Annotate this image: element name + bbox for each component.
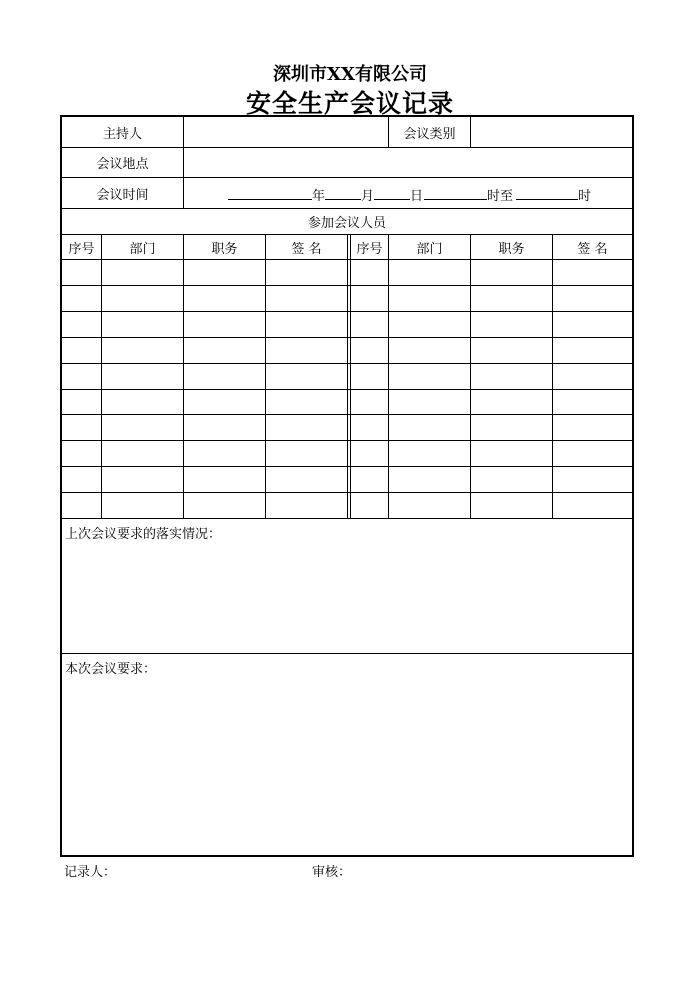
year-unit: 年 bbox=[312, 189, 326, 204]
time-label: 会议时间 bbox=[96, 187, 149, 203]
recorder-label: 记录人： bbox=[64, 865, 117, 880]
col-header-department: 部门 bbox=[416, 241, 443, 257]
col-divider bbox=[552, 234, 553, 518]
month-blank[interactable] bbox=[325, 185, 361, 200]
reviewer-label: 审核： bbox=[312, 865, 352, 880]
col-header-department: 部门 bbox=[129, 241, 156, 257]
location-field[interactable] bbox=[184, 148, 632, 177]
hour-unit: 时 bbox=[578, 189, 592, 204]
row-divider bbox=[62, 518, 632, 519]
col-header-serial: 序号 bbox=[68, 241, 95, 257]
host-label: 主持人 bbox=[102, 126, 142, 142]
day-unit: 日 bbox=[410, 189, 424, 204]
last-meeting-followup-label: 上次会议要求的落实情况： bbox=[65, 527, 222, 542]
col-divider bbox=[183, 234, 184, 518]
attendees-section-title: 参加会议人员 bbox=[307, 216, 386, 231]
meeting-record-form bbox=[60, 115, 634, 857]
col-header-position: 职务 bbox=[498, 241, 525, 257]
col-divider bbox=[388, 234, 389, 518]
col-divider bbox=[350, 234, 351, 518]
col-divider bbox=[470, 234, 471, 518]
document-title: 安全生产会议记录 bbox=[245, 89, 454, 118]
end-hour-blank[interactable] bbox=[516, 185, 578, 200]
start-hour-blank[interactable] bbox=[424, 185, 487, 200]
row-divider bbox=[62, 653, 632, 654]
col-header-signature: 签 名 bbox=[577, 241, 608, 257]
category-field[interactable] bbox=[471, 117, 632, 147]
col-divider bbox=[347, 234, 348, 518]
year-blank[interactable] bbox=[228, 185, 312, 200]
location-label: 会议地点 bbox=[96, 157, 149, 172]
this-meeting-requirements-label: 本次会议要求： bbox=[65, 662, 157, 677]
company-name: 深圳市XX有限公司 bbox=[273, 64, 427, 85]
host-field[interactable] bbox=[184, 117, 388, 147]
col-divider bbox=[265, 234, 266, 518]
time-to-unit: 时至 bbox=[487, 189, 514, 204]
col-header-position: 职务 bbox=[211, 241, 238, 257]
month-unit: 月 bbox=[361, 189, 375, 204]
col-header-serial: 序号 bbox=[356, 241, 383, 257]
col-header-signature: 签 名 bbox=[291, 241, 322, 257]
day-blank[interactable] bbox=[374, 185, 410, 200]
category-label: 会议类别 bbox=[403, 126, 456, 142]
col-divider bbox=[101, 234, 102, 518]
